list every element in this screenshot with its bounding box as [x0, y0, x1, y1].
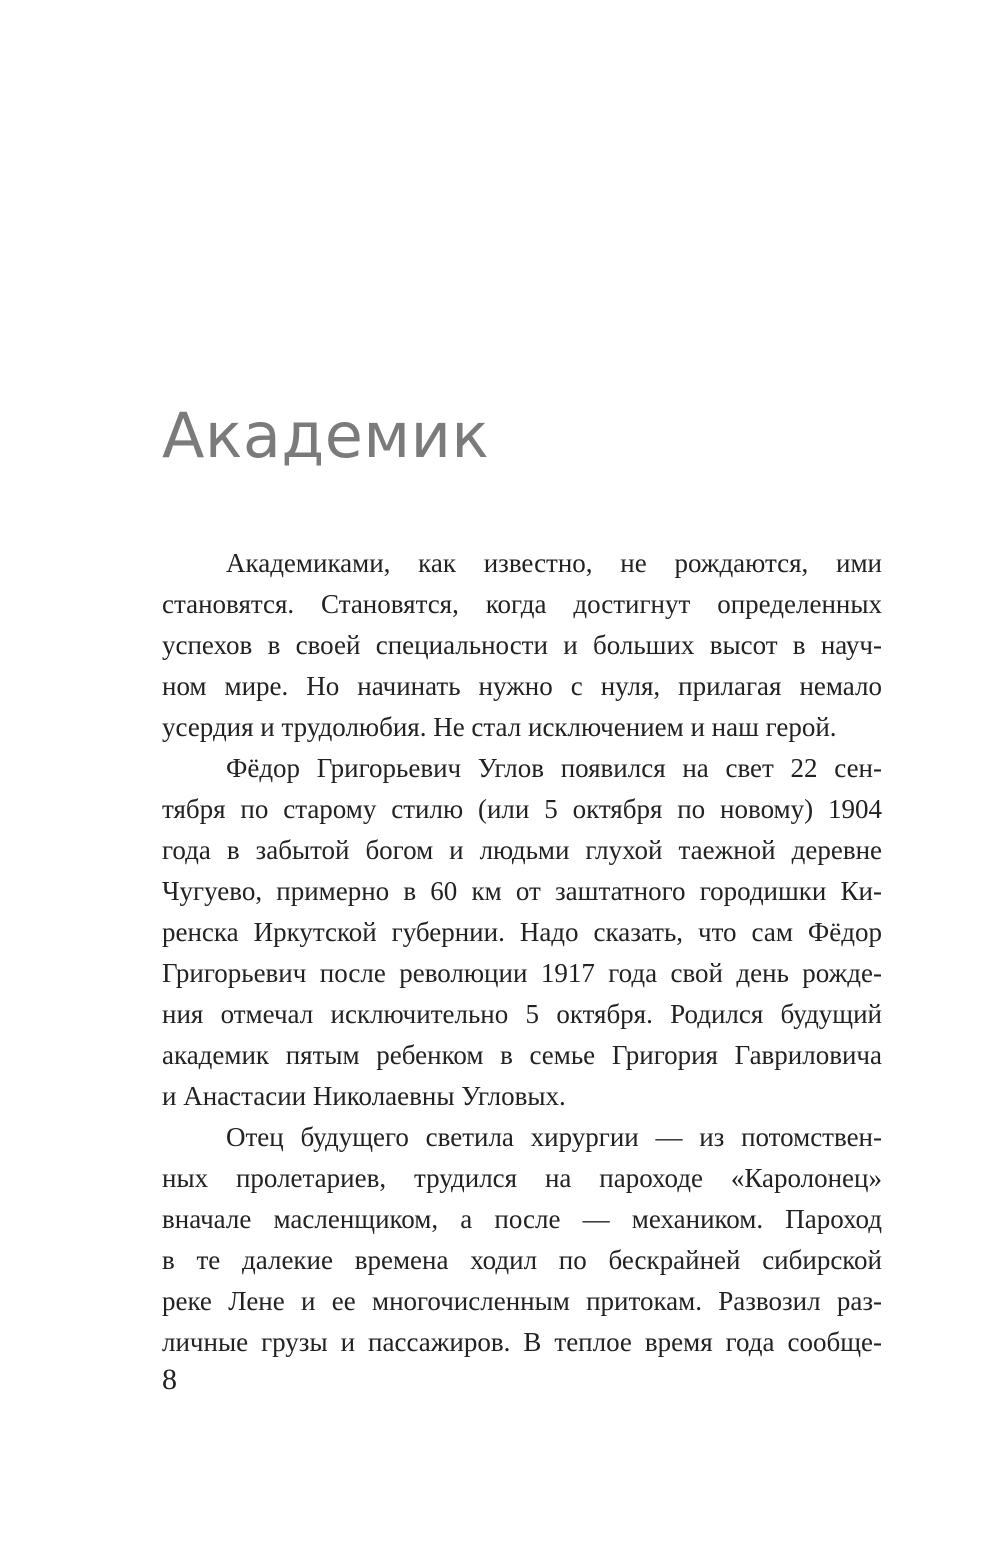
- chapter-title: Академик: [162, 399, 490, 472]
- text-line: ном мире. Но начинать нужно с нуля, прилагая немало: [162, 671, 882, 701]
- text-line: ных пролетариев, трудился на пароходе «Каролонец»: [162, 1163, 882, 1193]
- text-line: и Анастасии Николаевны Угловых.: [162, 1081, 566, 1111]
- text-line: в те далекие времена ходил по бескрайней сибирской: [162, 1245, 882, 1275]
- page-number: 8: [162, 1363, 177, 1396]
- paragraph-2: [162, 748, 882, 1117]
- text-line: Чугуево, примерно в 60 км от заштатного городишки Ки-: [162, 876, 882, 906]
- text-line: года в забытой богом и людьми глухой таежной деревне: [162, 835, 882, 865]
- chapter-body: [162, 543, 882, 1363]
- text-line: Академиками, как известно, не рождаются, ими: [226, 548, 882, 578]
- text-line: личные грузы и пассажиров. В теплое время года сообще-: [162, 1327, 882, 1357]
- paragraph-1: [162, 543, 882, 748]
- text-line: тября по старому стилю (или 5 октября по новому) 1904: [162, 794, 882, 824]
- text-line: Отец будущего светила хирургии — из потомствен-: [226, 1122, 882, 1152]
- paragraph-3: [162, 1117, 882, 1363]
- text-line: становятся. Становятся, когда достигнут определенных: [162, 589, 882, 619]
- text-line: ния отмечал исключительно 5 октября. Родился будущий: [162, 999, 882, 1029]
- text-line: ренска Иркутской губернии. Надо сказать, что сам Фёдор: [162, 917, 882, 947]
- text-line: вначале масленщиком, а после — механиком. Пароход: [162, 1204, 882, 1234]
- text-line: реке Лене и ее многочисленным притокам. Развозил раз-: [162, 1286, 882, 1316]
- text-line: усердия и трудолюбия. Не стал исключением и наш герой.: [162, 712, 837, 742]
- text-line: академик пятым ребенком в семье Григория Гавриловича: [162, 1040, 882, 1070]
- text-line: Фёдор Григорьевич Углов появился на свет 22 сен-: [226, 753, 882, 783]
- text-line: Григорьевич после революции 1917 года свой день рожде-: [162, 958, 882, 988]
- text-line: успехов в своей специальности и больших высот в науч-: [162, 630, 882, 660]
